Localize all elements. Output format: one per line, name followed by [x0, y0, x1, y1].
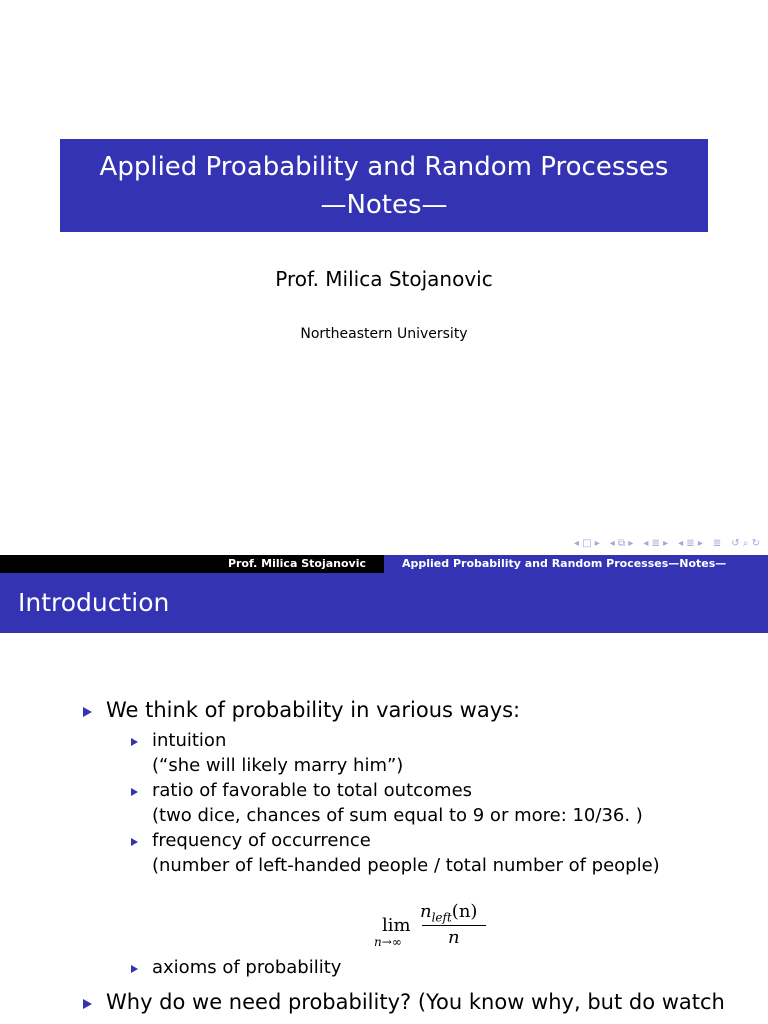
sub-bullet-triangle-icon: [131, 788, 138, 796]
formula-lim-subscript: n→∞: [374, 935, 402, 949]
footer-title: Applied Probability and Random Processes—Notes—: [384, 555, 768, 573]
nav-section-icon[interactable]: ◂ ≣ ▸: [643, 537, 669, 549]
formula-denominator: n: [448, 927, 460, 948]
sub-item-line1: intuition: [152, 730, 227, 751]
sub-item-line2: (number of left-handed people / total number of people): [152, 855, 660, 876]
sub-bullet-triangle-icon: [131, 965, 138, 973]
frame-title: Introduction: [0, 573, 768, 633]
bullet-triangle-icon: [83, 999, 92, 1009]
bullet-triangle-icon: [83, 707, 92, 717]
bullet-item: We think of probability in various ways:: [106, 698, 521, 722]
institute-name: Northeastern University: [300, 326, 468, 342]
headline-bar: [0, 555, 768, 573]
nav-subsection-icon[interactable]: ◂ ⧉ ▸: [609, 537, 634, 549]
introduction-slide: [0, 555, 768, 1024]
nav-document-icon[interactable]: ◂ ≣ ▸: [678, 537, 703, 549]
sub-item-line2: (two dice, chances of sum equal to 9 or more: 10/36. ): [152, 805, 643, 826]
bullet-item: Why do we need probability? (You know why, but do watch: [106, 990, 725, 1014]
presentation-title-line1: Applied Proabability and Random Processes: [99, 152, 669, 182]
nav-align-icon[interactable]: ≣: [712, 537, 722, 549]
sub-item-line2: (“she will likely marry him”): [152, 755, 404, 776]
limit-formula: [370, 901, 500, 951]
presentation-title-line2: —Notes—: [320, 190, 448, 220]
formula-numerator: $n_{left}(n)$: [420, 901, 478, 925]
formula-fraction-bar: [422, 925, 486, 926]
formula-lim: lim: [382, 915, 411, 936]
sub-item-line1: frequency of occurrence: [152, 830, 371, 851]
navigation-symbols[interactable]: [490, 536, 760, 550]
sub-item-line1: ratio of favorable to total outcomes: [152, 780, 473, 801]
sub-bullet-triangle-icon: [131, 738, 138, 746]
author-name: Prof. Milica Stojanovic: [275, 267, 493, 291]
sub-bullet-triangle-icon: [131, 838, 138, 846]
nav-search-icon[interactable]: ↺ ⌕ ↻: [731, 537, 760, 549]
title-box: [60, 139, 708, 232]
sub-item-line1: axioms of probability: [152, 957, 342, 978]
footer-author: Prof. Milica Stojanovic: [0, 555, 384, 573]
nav-frame-icon[interactable]: ◂ □ ▸: [573, 537, 600, 549]
